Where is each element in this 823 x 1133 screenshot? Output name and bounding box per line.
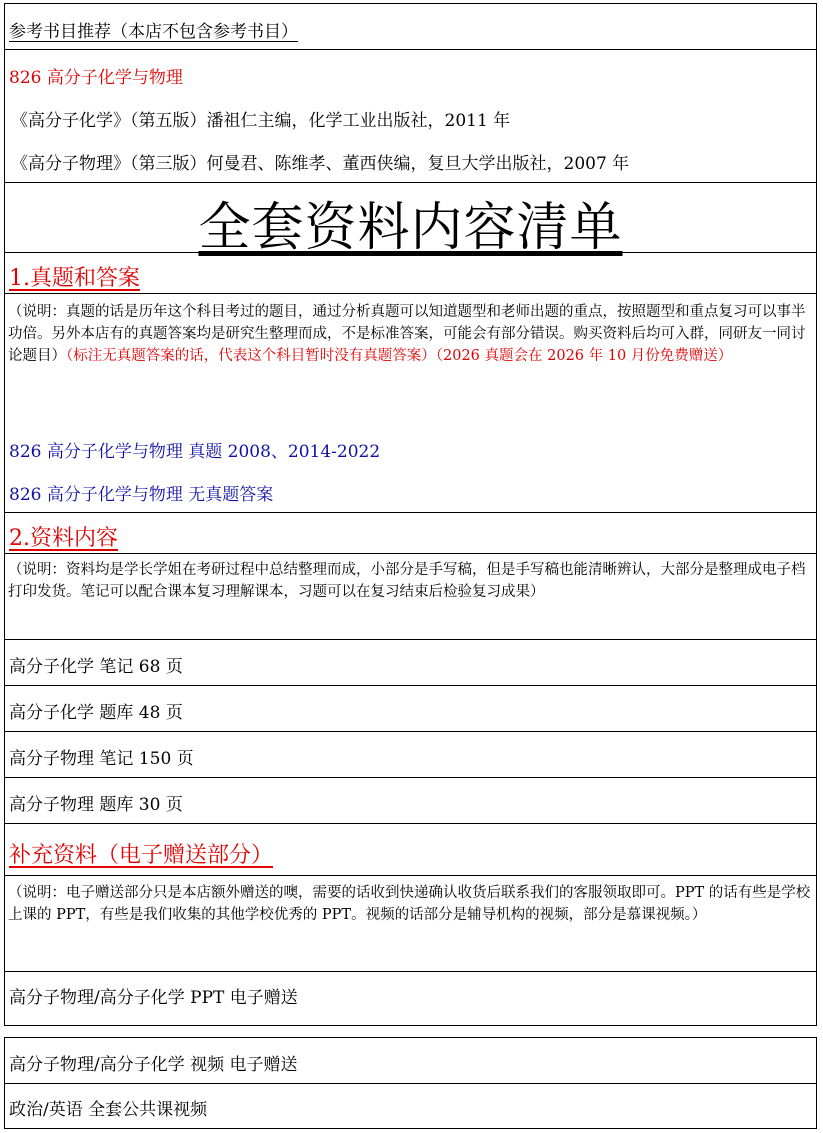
section3-item-2: 高分子物理/高分子化学 视频 电子赠送 <box>9 1055 298 1075</box>
list-row <box>5 686 816 732</box>
list-row <box>5 640 816 686</box>
section1-body-row <box>5 294 816 513</box>
ref-book-1: 《高分子化学》（第五版）潘祖仁主编，化学工业出版社，2011 年 <box>11 111 511 131</box>
section2-heading-row <box>5 513 816 554</box>
section2-heading: 2.资料内容 <box>9 526 118 551</box>
list-row <box>5 778 816 824</box>
section3-note: （说明：电子赠送部分只是本店额外赠送的噢，需要的话收到快递确认收货后联系我们的客服领取即可。PPT 的话有些是学校上课的 PPT，有些是我们收集的其他学校优秀的 PPT。视频的话部分是辅导机构的视频，部分是慕课视频。） <box>8 885 811 923</box>
section2-item-3: 高分子物理 笔记 150 页 <box>9 749 194 769</box>
list-row <box>5 1038 816 1084</box>
section2-item-4: 高分子物理 题库 30 页 <box>9 795 183 815</box>
section2-note: （说明：资料均是学长学姐在考研过程中总结整理而成，小部分是手写稿，但是手写稿也能清晰辨认，大部分是整理成电子档打印发货。笔记可以配合课本复习理解课本，习题可以在复习结束后检验复习成果） <box>8 562 806 600</box>
section1-note-red: （标注无真题答案的话，代表这个科目暂时没有真题答案）（2026 真题会在 2026 年 10 月份免费赠送） <box>66 348 733 364</box>
extra-table <box>4 1037 817 1129</box>
section1-note <box>8 301 813 367</box>
ref-section-title: 参考书目推荐（本店不包含参考书目） <box>9 22 298 42</box>
section3-item-3: 政治/英语 全套公共课视频 <box>9 1100 208 1120</box>
list-row <box>5 732 816 778</box>
section2-item-2: 高分子化学 题库 48 页 <box>9 703 183 723</box>
section1-item-2: 826 高分子化学与物理 无真题答案 <box>9 485 274 505</box>
ref-books-row <box>5 50 816 183</box>
ref-title-row <box>5 4 816 50</box>
section1-heading-row <box>5 253 816 294</box>
list-row <box>5 972 816 1016</box>
section1-note-text: （说明：真题的话是历年这个科目考过的题目，通过分析真题可以知道题型和老师出题的重点，按照题型和重点复习可以事半功倍。另外本店有的真题答案均是研究生整理而成，不是标准答案，可能会有部分错误。购买资料后均可入群，同研友一同讨论题目） <box>8 304 806 364</box>
section1-heading: 1.真题和答案 <box>9 266 140 291</box>
section3-note-row <box>5 876 816 972</box>
section2-note-row <box>5 554 816 640</box>
section3-heading: 补充资料（电子赠送部分） <box>9 843 274 868</box>
section2-item-1: 高分子化学 笔记 68 页 <box>9 657 183 677</box>
list-row <box>5 1084 816 1128</box>
section3-heading-row <box>5 824 816 876</box>
section3-item-1: 高分子物理/高分子化学 PPT 电子赠送 <box>9 988 298 1008</box>
section1-item-1: 826 高分子化学与物理 真题 2008、2014-2022 <box>9 442 381 462</box>
ref-subject: 826 高分子化学与物理 <box>9 68 183 88</box>
main-title: 全套资料内容清单 <box>198 198 623 258</box>
materials-table <box>4 3 817 1026</box>
ref-book-2: 《高分子物理》（第三版）何曼君、陈维孝、董西侠编，复旦大学出版社，2007 年 <box>11 154 630 174</box>
main-title-row <box>5 183 816 258</box>
